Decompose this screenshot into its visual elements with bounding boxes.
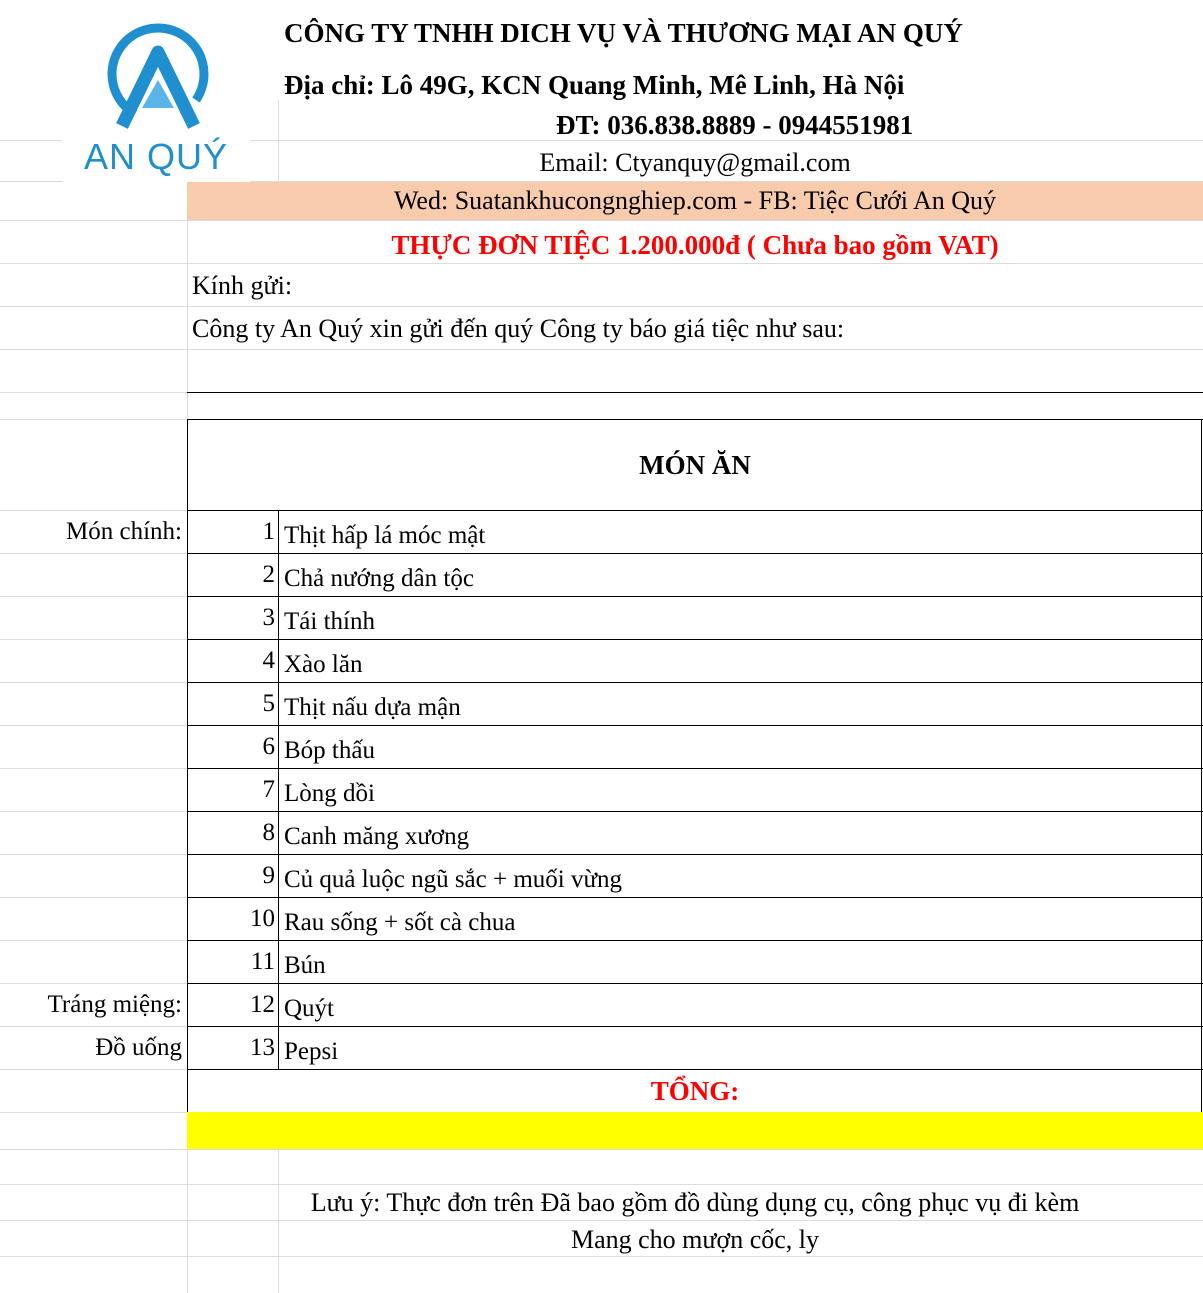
dish-name: Củ quả luộc ngũ sắc + muối vừng — [284, 866, 623, 893]
company-phone: ĐT: 036.838.8889 - 0944551981 — [556, 110, 914, 140]
dish-name: Bóp thấu — [284, 737, 375, 764]
row-number: 5 — [262, 690, 275, 717]
row-number: 6 — [262, 733, 275, 760]
menu-title: THỰC ĐƠN TIỆC 1.200.000đ ( Chưa bao gồm VAT) — [391, 230, 999, 260]
row-number: 12 — [250, 991, 275, 1018]
intro-text: Công ty An Quý xin gửi đến quý Công ty báo giá tiệc như sau: — [192, 314, 845, 343]
total-label: TỔNG: — [650, 1076, 740, 1106]
row-number: 11 — [250, 948, 275, 975]
category-dessert: Tráng miệng: — [47, 991, 182, 1018]
dish-name: Xào lăn — [284, 651, 363, 678]
company-name: CÔNG TY TNHH DICH VỤ VÀ THƯƠNG MẠI AN QUÝ — [284, 18, 963, 48]
category-main: Món chính: — [66, 518, 182, 545]
row-number: 4 — [262, 647, 275, 674]
dish-name: Thịt hấp lá móc mật — [284, 522, 486, 549]
company-website: Wed: Suatankhucongnghiep.com - FB: Tiệc Cưới An Quý — [393, 186, 997, 215]
row-number: 8 — [262, 819, 275, 846]
dish-name: Tái thính — [284, 608, 375, 635]
dish-name: Canh măng xương — [284, 823, 470, 850]
logo-a-mountain-icon — [62, 8, 250, 138]
dish-name: Pepsi — [284, 1038, 339, 1065]
company-email: Email: Ctyanquy@gmail.com — [539, 148, 851, 177]
dish-name: Chả nướng dân tộc — [284, 565, 474, 592]
row-number: 10 — [250, 905, 275, 932]
row-number: 13 — [250, 1034, 275, 1061]
company-address: Địa chỉ: Lô 49G, KCN Quang Minh, Mê Linh, Hà Nội — [284, 70, 905, 100]
row-number: 2 — [262, 561, 275, 588]
row-number: 3 — [262, 604, 275, 631]
note-line-1: Lưu ý: Thực đơn trên Đã bao gồm đồ dùng dụng cụ, công phục vụ đi kèm — [310, 1188, 1080, 1217]
note-line-2: Mang cho mượn cốc, ly — [570, 1225, 820, 1254]
row-number: 7 — [262, 776, 275, 803]
table-header: MÓN ĂN — [639, 450, 751, 480]
dish-name: Lòng dồi — [284, 780, 375, 807]
dish-name: Quýt — [284, 995, 334, 1022]
greeting: Kính gửi: — [192, 271, 293, 300]
row-number: 1 — [262, 518, 275, 545]
category-drinks: Đồ uống — [95, 1034, 182, 1061]
dish-name: Bún — [284, 952, 326, 979]
total-value-cell[interactable] — [187, 1112, 1203, 1149]
dish-name: Thịt nấu dựa mận — [284, 694, 461, 721]
logo-text: AN QUÝ — [83, 136, 229, 177]
dish-name: Rau sống + sốt cà chua — [284, 909, 516, 936]
row-number: 9 — [262, 862, 275, 889]
